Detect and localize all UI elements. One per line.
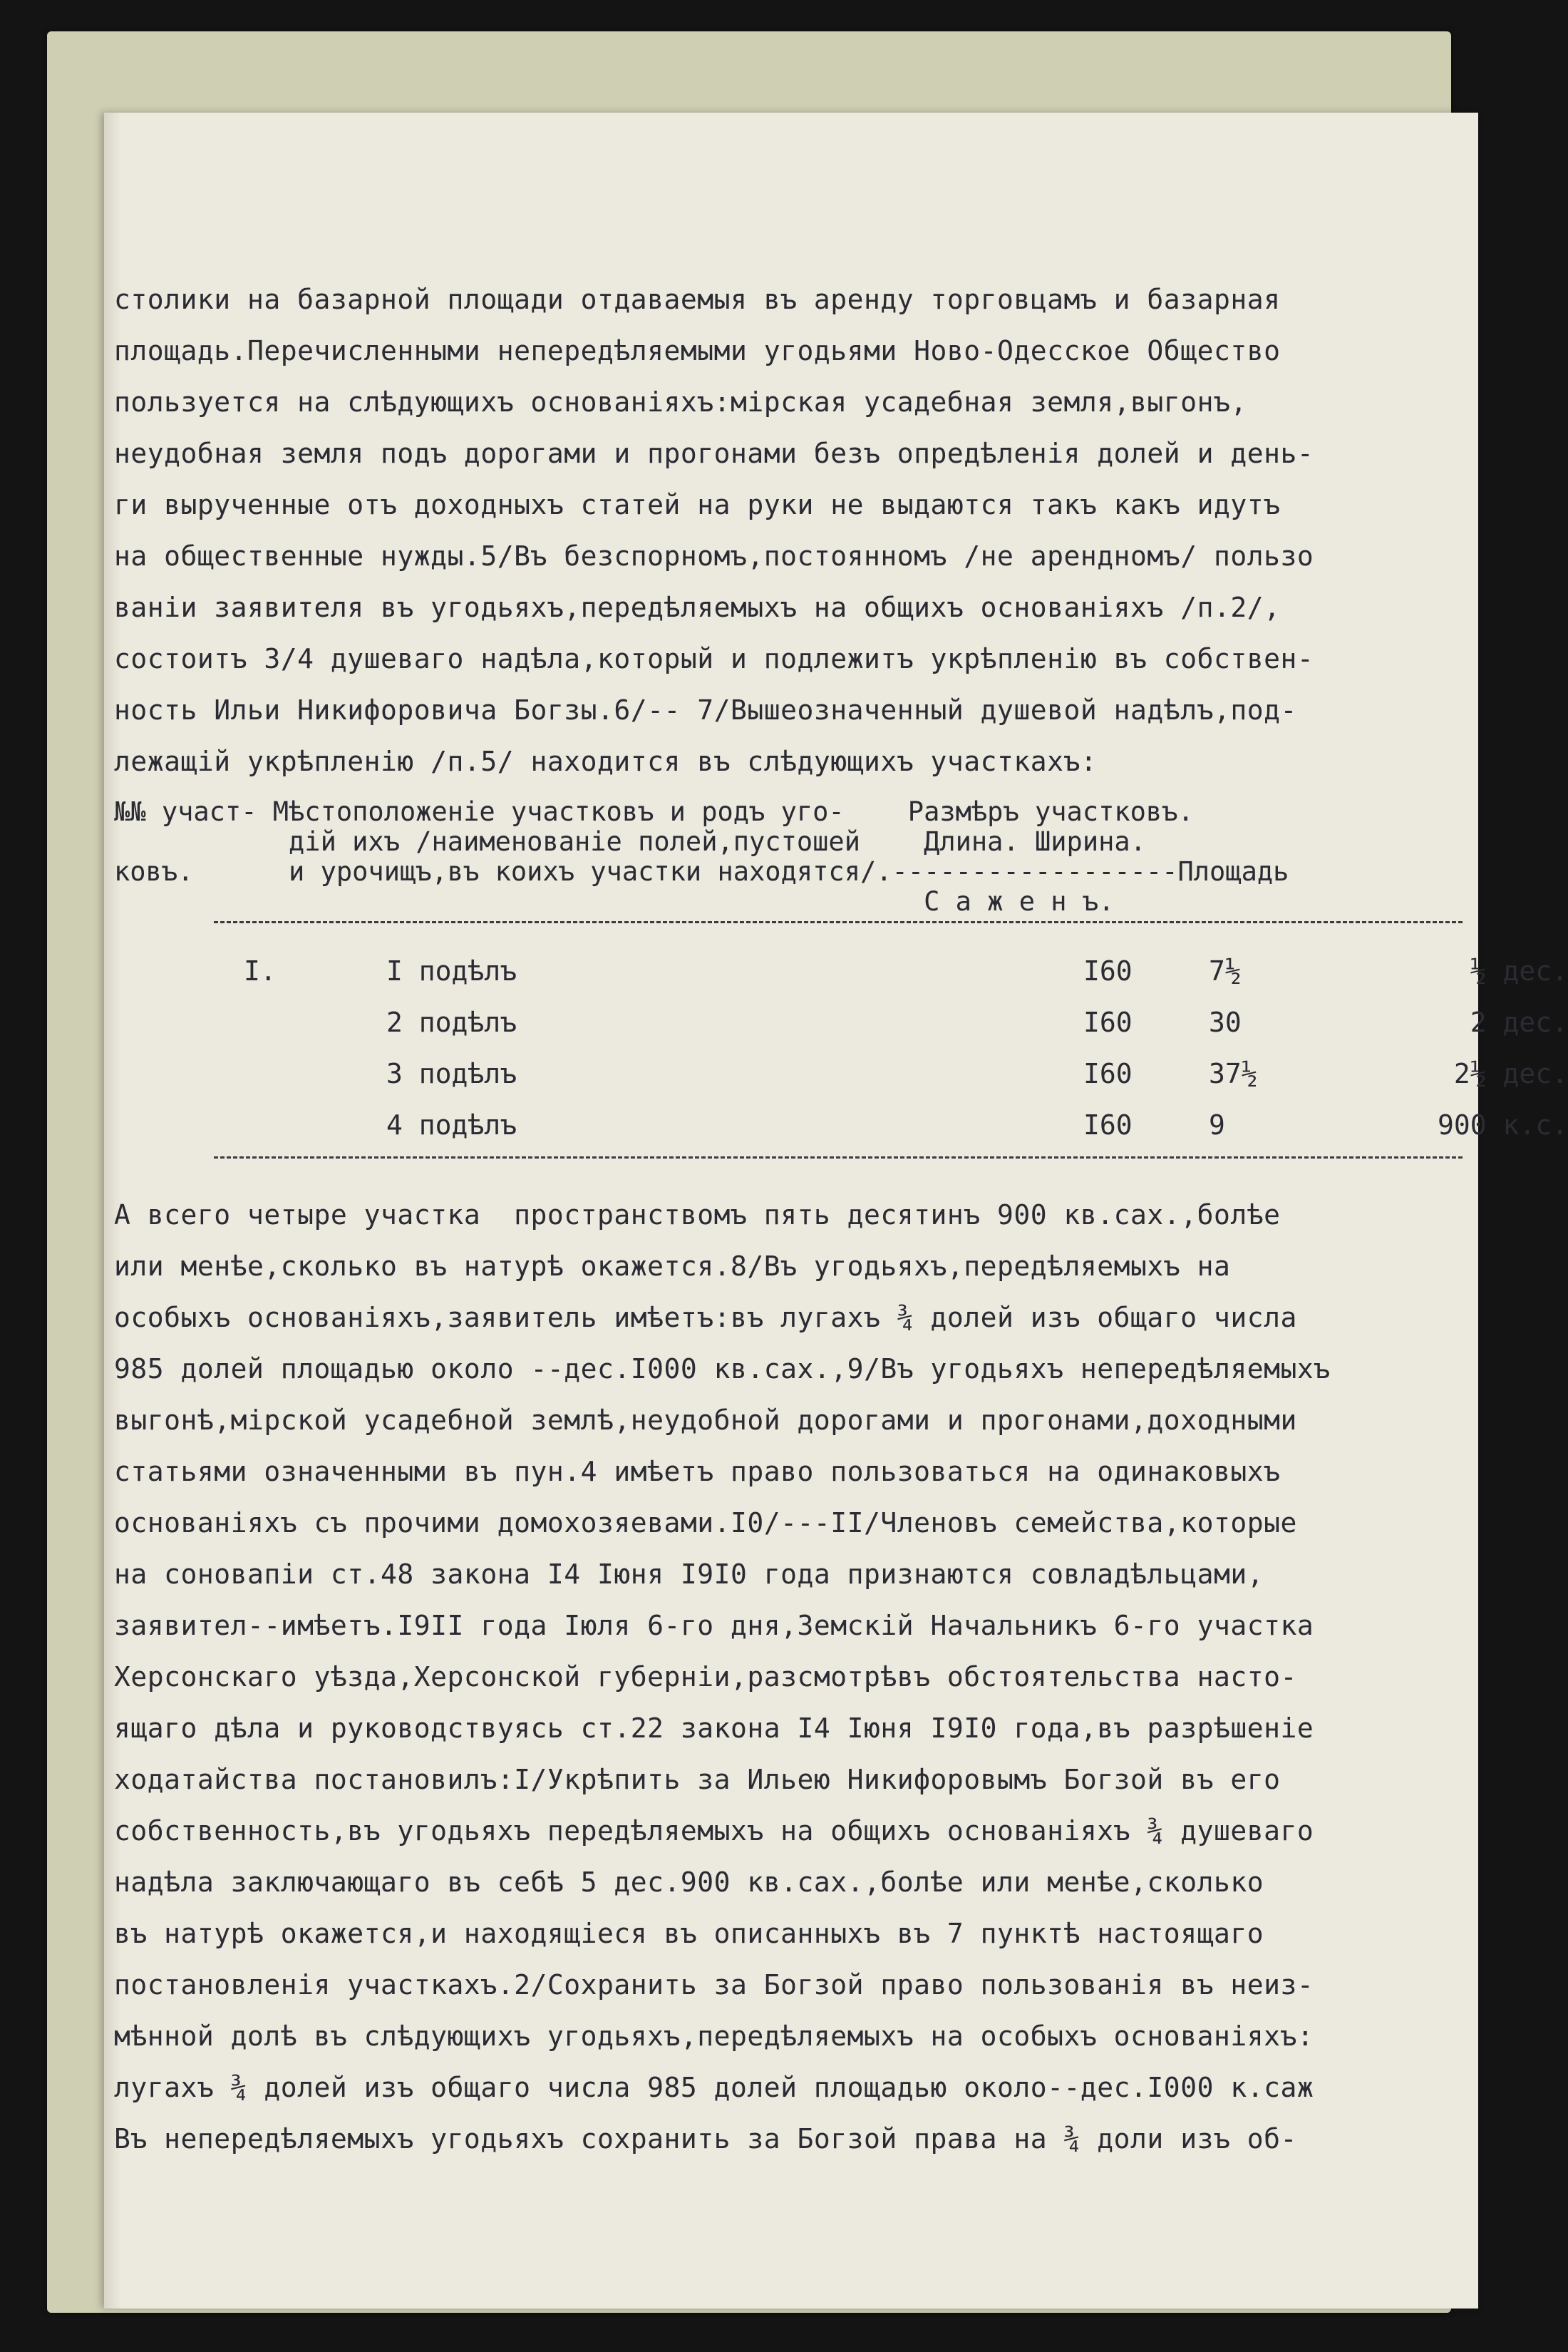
table-header-line: ковъ. и урочищъ,въ коихъ участки находятся/.------------------Площадь xyxy=(114,856,1289,887)
text-line: пользуется на слѣдующихъ основаніяхъ:мірская усадебная земля,выгонъ, xyxy=(114,386,1247,418)
table-bottom-rule xyxy=(214,1156,1463,1159)
row-location: 3 подѣлъ xyxy=(386,1058,517,1089)
row-width: 7½ xyxy=(1209,955,1242,987)
text-line: ность Ильи Никифоровича Богзы.6/-- 7/Вышеозначенный душевой надѣлъ,под- xyxy=(114,694,1297,726)
table-top-rule xyxy=(214,921,1463,923)
text-line: состоитъ 3/4 душеваго надѣла,который и подлежитъ укрѣпленію въ собствен- xyxy=(114,643,1314,674)
text-line: ходатайства постановилъ:I/Укрѣпить за Ильею Никифоровымъ Богзой въ его xyxy=(114,1764,1281,1795)
text-line: собственность,въ угодьяхъ передѣляемыхъ на общихъ основаніяхъ ¾ душеваго xyxy=(114,1815,1314,1847)
text-line: основаніяхъ съ прочими домохозяевами.I0/---II/Членовъ семейства,которые xyxy=(114,1507,1297,1539)
row-length: I60 xyxy=(1083,1007,1133,1038)
row-location: 4 подѣлъ xyxy=(386,1109,517,1141)
text-line: или менѣе,сколько въ натурѣ окажется.8/Въ угодьяхъ,передѣляемыхъ на xyxy=(114,1251,1231,1282)
text-line: столики на базарной площади отдаваемыя въ аренду торговцамъ и базарная xyxy=(114,284,1281,315)
table-row xyxy=(114,955,1568,998)
text-line: ящаго дѣла и руководствуясь ст.22 закона I4 Іюня I9I0 года,въ разрѣшеніе xyxy=(114,1712,1314,1744)
text-line: мѣнной долѣ въ слѣдующихъ угодьяхъ,передѣляемыхъ на особыхъ основаніяхъ: xyxy=(114,2020,1314,2052)
text-line: лугахъ ¾ долей изъ общаго числа 985 долей площадью около--дес.I000 к.саж xyxy=(114,2072,1314,2103)
row-width: 37½ xyxy=(1209,1058,1258,1089)
row-length: I60 xyxy=(1083,1058,1133,1089)
text-line: лежащій укрѣпленію /п.5/ находится въ слѣдующихъ участкахъ: xyxy=(114,746,1098,777)
row-location: I подѣлъ xyxy=(386,955,517,987)
row-length: I60 xyxy=(1083,1109,1133,1141)
text-line: въ натурѣ окажется,и находящіеся въ описанныхъ въ 7 пунктѣ настоящаго xyxy=(114,1918,1264,1949)
row-number: I. xyxy=(244,955,277,987)
table-header xyxy=(114,797,1468,917)
text-line: неудобная земля подъ дорогами и прогонами безъ опредѣленія долей и день- xyxy=(114,438,1314,469)
row-width: 30 xyxy=(1209,1007,1242,1038)
text-line: Херсонскаго уѣзда,Херсонской губерніи,разсмотрѣвъ обстоятельства насто- xyxy=(114,1661,1297,1693)
text-line: статьями означенными въ пун.4 имѣетъ право пользоваться на одинаковыхъ xyxy=(114,1456,1281,1487)
text-line: площадь.Перечисленными непередѣляемыми угодьями Ново-Одесское Общество xyxy=(114,335,1281,366)
text-line: особыхъ основаніяхъ,заявитель имѣетъ:въ лугахъ ¾ долей изъ общаго числа xyxy=(114,1302,1297,1333)
text-line: ваніи заявителя въ угодьяхъ,передѣляемыхъ на общихъ основаніяхъ /п.2/, xyxy=(114,592,1281,623)
text-line: постановленія участкахъ.2/Сохранить за Богзой право пользованія въ неиз- xyxy=(114,1969,1314,2001)
text-line: заявител--имѣетъ.I9II года Іюля 6-го дня,Земскій Начальникъ 6-го участка xyxy=(114,1610,1314,1641)
row-width: 9 xyxy=(1209,1109,1225,1141)
text-line: 985 долей площадью около --дес.I000 кв.сах.,9/Въ угодьяхъ непередѣляемыхъ xyxy=(114,1353,1331,1385)
text-line: А всего четыре участка пространствомъ пять десятинъ 900 кв.сах.,болѣе xyxy=(114,1199,1281,1231)
paragraph-1 xyxy=(114,274,1468,787)
table-row xyxy=(114,1058,1568,1101)
table-row xyxy=(114,1007,1568,1049)
text-line: на соновапіи ст.48 закона I4 Іюня I9I0 года признаются совладѣльцами, xyxy=(114,1558,1264,1590)
table-header-line: №№ участ- Мѣстоположеніе участковъ и родъ уго- Размѣръ участковъ. xyxy=(114,796,1194,827)
text-line: Въ непередѣляемыхъ угодьяхъ сохранить за Богзой права на ¾ доли изъ об- xyxy=(114,2123,1297,2155)
row-length: I60 xyxy=(1083,955,1133,987)
paragraph-2 xyxy=(114,1189,1468,2164)
row-area: 900 к.с. xyxy=(1437,1109,1568,1141)
table-header-line: дій ихъ /наименованіе полей,пустошей Длина. Ширина. xyxy=(114,826,1146,857)
text-line: надѣла заключающаго въ себѣ 5 дес.900 кв.сах.,болѣе или менѣе,сколько xyxy=(114,1866,1264,1898)
text-line: на общественные нужды.5/Въ безспорномъ,постоянномъ /не арендномъ/ пользо xyxy=(114,540,1314,572)
row-area: 2½ дес. xyxy=(1453,1058,1568,1089)
row-area: ½ дес. xyxy=(1470,955,1568,987)
text-line: выгонѣ,мірской усадебной землѣ,неудобной дорогами и прогонами,доходными xyxy=(114,1404,1297,1436)
row-location: 2 подѣлъ xyxy=(386,1007,517,1038)
table-row xyxy=(114,1109,1568,1152)
table-header-line: С а ж е н ъ. xyxy=(114,886,1115,917)
row-area: 2 дес. xyxy=(1470,1007,1568,1038)
text-line: ги вырученные отъ доходныхъ статей на руки не выдаются такъ какъ идутъ xyxy=(114,489,1281,520)
